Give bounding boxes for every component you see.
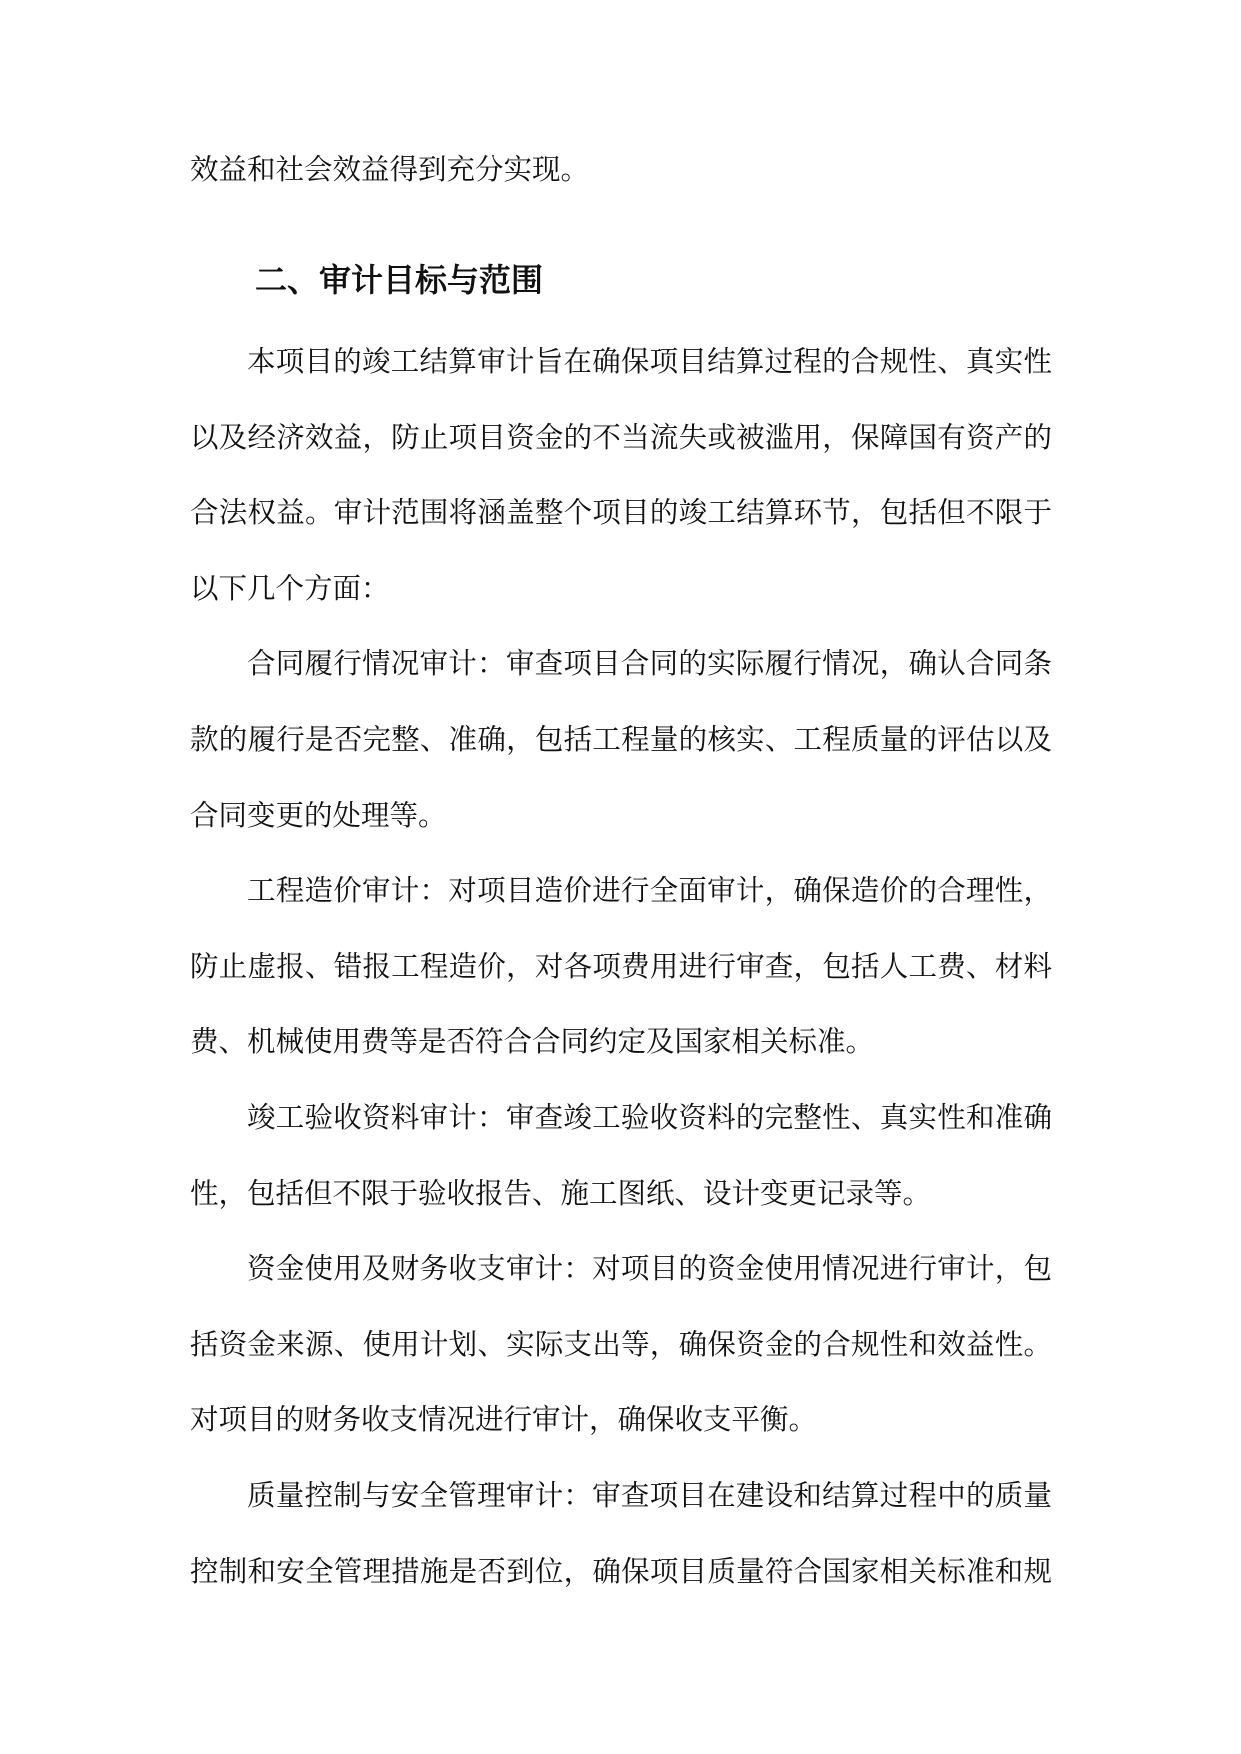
text-line: 控制和安全管理措施是否到位，确保项目质量符合国家相关标准和规 [190,1556,1052,1588]
text-line: 括资金来源、使用计划、实际支出等，确保资金的合规性和效益性。 [190,1329,1052,1361]
text-line: 工程造价审计：对项目造价进行全面审计，确保造价的合理性， [247,876,1052,908]
text-line: 竣工验收资料审计：审查竣工验收资料的完整性、真实性和准确 [247,1102,1052,1134]
body-text [190,325,1052,1610]
continuation-paragraph [190,133,1052,209]
text-line: 对项目的财务收支情况进行审计，确保收支平衡。 [190,1405,818,1437]
text-line: 合法权益。审计范围将涵盖整个项目的竣工结算环节，包括但不限于 [190,498,1052,530]
paragraph-audit-scope [190,325,1052,627]
paragraph-cost-audit [190,854,1052,1081]
text-line: 本项目的竣工结算审计旨在确保项目结算过程的合规性、真实性 [247,347,1052,378]
text-line: 款的履行是否完整、准确，包括工程量的核实、工程质量的评估以及 [190,724,1052,756]
paragraph-acceptance-audit [190,1081,1052,1232]
text-line: 质量控制与安全管理审计：审查项目在建设和结算过程中的质量 [247,1480,1052,1512]
paragraph-finance-audit [190,1232,1052,1459]
text-line: 防止虚报、错报工程造价，对各项费用进行审查，包括人工费、材料 [190,951,1052,983]
text-line: 费、机械使用费等是否符合合同约定及国家相关标准。 [190,1027,875,1059]
text-line: 以及经济效益，防止项目资金的不当流失或被滥用，保障国有资产的 [190,422,1052,454]
section-heading: 二、审计目标与范围 [255,262,544,298]
text-line: 资金使用及财务收支审计：对项目的资金使用情况进行审计，包 [247,1254,1052,1286]
text-line: 合同变更的处理等。 [190,800,447,832]
text-line: 合同履行情况审计：审查项目合同的实际履行情况，确认合同条 [247,649,1052,681]
paragraph-contract-audit [190,627,1052,854]
text-line: 性，包括但不限于验收报告、施工图纸、设计变更记录等。 [190,1178,932,1210]
text-line: 效益和社会效益得到充分实现。 [190,155,590,186]
text-line: 以下几个方面： [190,573,390,605]
paragraph-quality-safety-audit [190,1459,1052,1610]
